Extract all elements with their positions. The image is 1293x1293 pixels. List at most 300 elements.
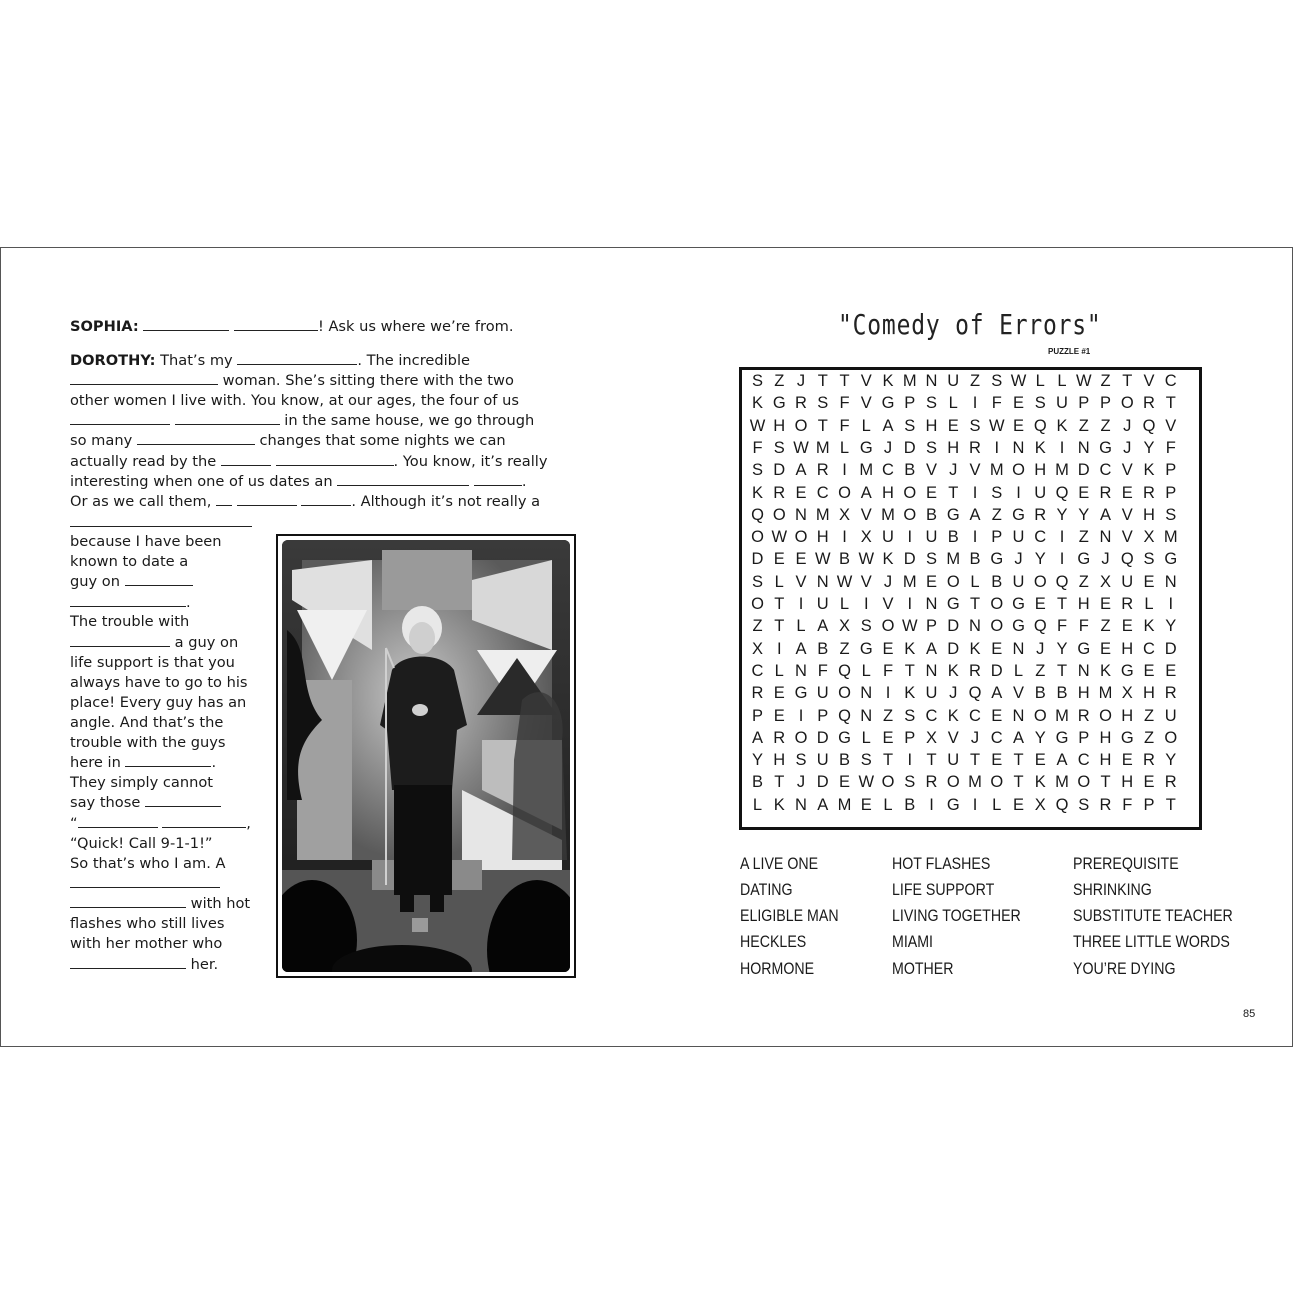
grid-letter[interactable]: R	[969, 661, 981, 680]
grid-letter[interactable]: S	[1078, 795, 1090, 814]
grid-letter[interactable]: W	[1010, 372, 1027, 390]
grid-letter[interactable]: L	[774, 572, 784, 591]
grid-letter[interactable]: H	[925, 416, 938, 435]
grid-letter[interactable]: K	[751, 483, 763, 502]
grid-letter[interactable]: G	[794, 684, 808, 703]
grid-letter[interactable]: K	[904, 639, 916, 658]
grid-letter[interactable]: E	[773, 684, 785, 703]
grid-letter[interactable]: T	[1165, 394, 1176, 413]
grid-letter[interactable]: P	[1165, 483, 1177, 502]
grid-letter[interactable]: T	[904, 661, 915, 680]
grid-letter[interactable]: E	[1143, 661, 1155, 680]
grid-letter[interactable]: N	[1012, 639, 1025, 658]
grid-letter[interactable]: R	[1121, 595, 1134, 613]
grid-letter[interactable]: R	[773, 728, 786, 747]
answer-blank[interactable]	[337, 473, 469, 486]
grid-letter[interactable]: M	[1098, 684, 1113, 703]
grid-letter[interactable]: N	[816, 572, 829, 591]
grid-letter[interactable]: L	[1035, 372, 1045, 390]
grid-letter[interactable]: H	[773, 416, 786, 435]
grid-letter[interactable]: C	[990, 728, 1003, 747]
grid-letter[interactable]: T	[969, 595, 981, 613]
answer-blank[interactable]	[237, 493, 297, 506]
grid-letter[interactable]: R	[751, 684, 764, 703]
grid-letter[interactable]: L	[796, 617, 806, 636]
grid-letter[interactable]: T	[882, 751, 894, 770]
grid-letter[interactable]: O	[946, 572, 960, 591]
grid-letter[interactable]: G	[990, 550, 1004, 569]
grid-letter[interactable]: E	[1012, 416, 1024, 435]
grid-letter[interactable]: R	[1143, 483, 1155, 502]
grid-letter[interactable]: I	[1059, 550, 1065, 569]
grid-letter[interactable]: V	[795, 572, 807, 591]
grid-letter[interactable]: U	[1012, 528, 1025, 547]
answer-blank[interactable]	[143, 318, 229, 331]
grid-letter[interactable]: E	[1034, 595, 1046, 613]
grid-letter[interactable]: O	[946, 773, 960, 792]
grid-letter[interactable]: C	[925, 706, 938, 725]
answer-blank[interactable]	[70, 895, 186, 908]
answer-blank[interactable]	[70, 372, 218, 385]
grid-letter[interactable]: S	[795, 751, 807, 770]
grid-letter[interactable]: H	[1121, 706, 1134, 725]
grid-letter[interactable]: E	[795, 550, 807, 569]
grid-letter[interactable]: Q	[1120, 550, 1134, 569]
grid-letter[interactable]: K	[1056, 416, 1068, 435]
grid-letter[interactable]: V	[1165, 416, 1177, 435]
grid-letter[interactable]: Z	[991, 505, 1002, 524]
grid-letter[interactable]: G	[1120, 728, 1134, 747]
grid-letter[interactable]: Y	[1165, 751, 1177, 770]
grid-letter[interactable]: C	[969, 706, 981, 725]
grid-letter[interactable]: J	[883, 438, 893, 457]
grid-letter[interactable]: J	[949, 461, 958, 480]
grid-letter[interactable]: C	[882, 461, 894, 480]
grid-letter[interactable]: D	[990, 661, 1003, 680]
grid-letter[interactable]: Q	[1033, 617, 1047, 636]
grid-letter[interactable]: A	[751, 728, 763, 747]
grid-letter[interactable]: T	[948, 483, 959, 502]
grid-letter[interactable]: O	[794, 416, 808, 435]
grid-letter[interactable]: S	[1034, 394, 1046, 413]
grid-letter[interactable]: Z	[1035, 661, 1046, 680]
grid-letter[interactable]: W	[814, 550, 831, 569]
grid-letter[interactable]: H	[1099, 728, 1112, 747]
grid-letter[interactable]: O	[751, 528, 764, 547]
grid-letter[interactable]: P	[925, 617, 937, 636]
grid-letter[interactable]: H	[947, 438, 960, 457]
grid-letter[interactable]: L	[774, 661, 784, 680]
grid-letter[interactable]: B	[969, 550, 981, 569]
grid-letter[interactable]: O	[990, 595, 1004, 613]
grid-letter[interactable]: R	[1164, 684, 1177, 703]
grid-letter[interactable]: I	[929, 795, 934, 814]
grid-letter[interactable]: T	[1056, 595, 1068, 613]
grid-letter[interactable]: H	[1121, 639, 1134, 658]
grid-letter[interactable]: W	[901, 617, 918, 636]
grid-letter[interactable]: V	[860, 572, 872, 591]
grid-letter[interactable]: Q	[838, 661, 851, 680]
answer-blank[interactable]	[145, 794, 221, 807]
grid-letter[interactable]: S	[1143, 550, 1155, 569]
grid-letter[interactable]: E	[773, 550, 785, 569]
grid-letter[interactable]: R	[1099, 795, 1112, 814]
grid-letter[interactable]: N	[925, 661, 938, 680]
grid-letter[interactable]: M	[902, 372, 917, 390]
grid-letter[interactable]: F	[839, 416, 850, 435]
grid-letter[interactable]: T	[817, 372, 828, 390]
grid-letter[interactable]: M	[946, 550, 961, 569]
grid-letter[interactable]: S	[904, 773, 916, 792]
grid-letter[interactable]: T	[774, 595, 785, 613]
grid-letter[interactable]: E	[925, 483, 937, 502]
grid-letter[interactable]: H	[882, 483, 894, 502]
grid-letter[interactable]: P	[817, 706, 829, 725]
grid-letter[interactable]: E	[773, 706, 785, 725]
grid-letter[interactable]: O	[1077, 773, 1091, 792]
grid-letter[interactable]: Y	[1056, 639, 1068, 658]
grid-letter[interactable]: E	[947, 416, 959, 435]
grid-letter[interactable]: G	[1012, 595, 1025, 613]
grid-letter[interactable]: O	[838, 483, 851, 502]
grid-letter[interactable]: U	[1012, 572, 1025, 591]
grid-letter[interactable]: P	[904, 394, 916, 413]
grid-letter[interactable]: W	[771, 528, 788, 547]
grid-letter[interactable]: T	[1165, 795, 1176, 814]
grid-letter[interactable]: J	[796, 372, 806, 390]
grid-letter[interactable]: U	[925, 528, 938, 547]
grid-letter[interactable]: N	[925, 372, 938, 390]
grid-letter[interactable]: K	[1034, 438, 1046, 457]
grid-letter[interactable]: J	[883, 572, 893, 591]
grid-letter[interactable]: M	[1163, 528, 1178, 547]
grid-letter[interactable]: B	[947, 528, 959, 547]
grid-letter[interactable]: E	[795, 483, 807, 502]
grid-letter[interactable]: F	[991, 394, 1002, 413]
grid-letter[interactable]: T	[839, 372, 850, 390]
grid-letter[interactable]: N	[860, 684, 873, 703]
grid-letter[interactable]: H	[1077, 595, 1090, 613]
grid-letter[interactable]: V	[969, 461, 981, 480]
grid-letter[interactable]: B	[991, 572, 1003, 591]
grid-letter[interactable]: Z	[1100, 372, 1111, 390]
grid-letter[interactable]: T	[926, 751, 937, 770]
grid-letter[interactable]: B	[904, 795, 916, 814]
grid-letter[interactable]: F	[1165, 438, 1176, 457]
grid-letter[interactable]: O	[772, 505, 786, 524]
grid-letter[interactable]: X	[1099, 572, 1111, 591]
grid-letter[interactable]: Z	[882, 706, 894, 725]
answer-blank[interactable]	[70, 514, 252, 527]
grid-letter[interactable]: D	[947, 617, 960, 636]
grid-letter[interactable]: Z	[752, 617, 763, 636]
answer-blank[interactable]	[234, 318, 318, 331]
grid-letter[interactable]: A	[1056, 751, 1068, 770]
grid-letter[interactable]: A	[882, 416, 894, 435]
grid-letter[interactable]: F	[839, 394, 850, 413]
grid-letter[interactable]: S	[991, 483, 1003, 502]
grid-letter[interactable]: E	[1012, 394, 1024, 413]
grid-letter[interactable]: V	[1121, 461, 1133, 480]
grid-letter[interactable]: D	[903, 550, 916, 569]
grid-letter[interactable]: A	[860, 483, 872, 502]
grid-letter[interactable]: Q	[1055, 795, 1069, 814]
grid-letter[interactable]: C	[1164, 372, 1177, 390]
grid-letter[interactable]: U	[925, 684, 938, 703]
grid-letter[interactable]: O	[903, 483, 917, 502]
grid-letter[interactable]: Q	[1055, 483, 1069, 502]
grid-letter[interactable]: U	[816, 751, 829, 770]
grid-letter[interactable]: X	[838, 617, 850, 636]
grid-letter[interactable]: G	[946, 795, 960, 814]
grid-letter[interactable]: E	[882, 728, 894, 747]
grid-letter[interactable]: L	[970, 572, 980, 591]
grid-letter[interactable]: Q	[751, 505, 764, 524]
grid-letter[interactable]: K	[1099, 661, 1111, 680]
grid-letter[interactable]: K	[1143, 461, 1155, 480]
grid-letter[interactable]: O	[990, 773, 1004, 792]
grid-letter[interactable]: N	[795, 661, 807, 680]
grid-letter[interactable]: O	[1012, 461, 1025, 480]
grid-letter[interactable]: E	[1034, 751, 1046, 770]
answer-blank[interactable]	[276, 453, 394, 466]
grid-letter[interactable]: E	[1165, 661, 1177, 680]
grid-letter[interactable]: N	[1099, 528, 1112, 547]
grid-letter[interactable]: V	[925, 461, 937, 480]
grid-letter[interactable]: U	[947, 372, 960, 390]
grid-letter[interactable]: P	[904, 728, 916, 747]
grid-letter[interactable]: K	[751, 394, 763, 413]
grid-letter[interactable]: R	[1143, 394, 1155, 413]
grid-letter[interactable]: A	[795, 639, 807, 658]
grid-letter[interactable]: L	[1144, 595, 1154, 613]
grid-letter[interactable]: E	[1121, 483, 1133, 502]
grid-letter[interactable]: Y	[1034, 728, 1046, 747]
grid-letter[interactable]: G	[1120, 661, 1134, 680]
grid-letter[interactable]: N	[1164, 572, 1177, 591]
grid-letter[interactable]: M	[815, 438, 830, 457]
grid-letter[interactable]: R	[816, 461, 829, 480]
grid-letter[interactable]: B	[904, 461, 916, 480]
grid-letter[interactable]: G	[859, 639, 873, 658]
grid-letter[interactable]: T	[817, 416, 828, 435]
grid-letter[interactable]: E	[1012, 795, 1024, 814]
grid-letter[interactable]: S	[751, 461, 763, 480]
grid-letter[interactable]: E	[1121, 617, 1133, 636]
grid-letter[interactable]: J	[1014, 550, 1023, 569]
grid-letter[interactable]: B	[838, 751, 850, 770]
grid-letter[interactable]: G	[1055, 728, 1069, 747]
grid-letter[interactable]: N	[1012, 438, 1025, 457]
grid-letter[interactable]: J	[949, 684, 958, 703]
grid-letter[interactable]: C	[751, 661, 764, 680]
grid-letter[interactable]: Z	[1143, 706, 1155, 725]
answer-blank[interactable]	[237, 352, 357, 365]
grid-letter[interactable]: Z	[839, 639, 850, 658]
grid-letter[interactable]: O	[794, 728, 808, 747]
grid-letter[interactable]: K	[969, 639, 981, 658]
grid-letter[interactable]: V	[860, 505, 872, 524]
grid-letter[interactable]: R	[1034, 505, 1047, 524]
grid-letter[interactable]: C	[816, 483, 829, 502]
grid-letter[interactable]: O	[881, 617, 895, 636]
grid-letter[interactable]: P	[991, 528, 1003, 547]
grid-letter[interactable]: Z	[969, 372, 981, 390]
grid-letter[interactable]: B	[1056, 684, 1068, 703]
grid-letter[interactable]: N	[969, 617, 981, 636]
grid-letter[interactable]: I	[776, 639, 782, 658]
grid-letter[interactable]: H	[1099, 751, 1112, 770]
grid-letter[interactable]: S	[904, 706, 916, 725]
grid-letter[interactable]: S	[751, 372, 763, 390]
grid-letter[interactable]: L	[861, 416, 871, 435]
grid-letter[interactable]: U	[1034, 483, 1047, 502]
grid-letter[interactable]: I	[863, 595, 869, 613]
grid-letter[interactable]: P	[1078, 728, 1090, 747]
grid-letter[interactable]: G	[1012, 505, 1025, 524]
grid-letter[interactable]: R	[925, 773, 938, 792]
grid-letter[interactable]: M	[989, 461, 1004, 480]
grid-letter[interactable]: K	[773, 795, 785, 814]
grid-letter[interactable]: I	[972, 795, 978, 814]
grid-letter[interactable]: C	[1077, 751, 1090, 770]
grid-letter[interactable]: O	[1099, 706, 1112, 725]
grid-letter[interactable]: G	[946, 595, 960, 613]
grid-letter[interactable]: A	[1012, 728, 1024, 747]
grid-letter[interactable]: E	[925, 572, 937, 591]
grid-letter[interactable]: U	[816, 595, 829, 613]
grid-letter[interactable]: S	[925, 550, 937, 569]
grid-letter[interactable]: V	[947, 728, 959, 747]
grid-letter[interactable]: D	[816, 773, 829, 792]
grid-letter[interactable]: S	[860, 751, 872, 770]
grid-letter[interactable]: I	[907, 528, 913, 547]
grid-letter[interactable]: I	[972, 483, 978, 502]
grid-letter[interactable]: R	[969, 438, 981, 457]
grid-letter[interactable]: M	[968, 773, 982, 792]
grid-letter[interactable]: P	[751, 706, 763, 725]
grid-letter[interactable]: L	[883, 795, 893, 814]
grid-letter[interactable]: E	[1143, 773, 1155, 792]
grid-letter[interactable]: A	[817, 617, 829, 636]
grid-letter[interactable]: V	[860, 394, 872, 413]
answer-blank[interactable]	[474, 473, 522, 486]
grid-letter[interactable]: Q	[968, 684, 982, 703]
grid-letter[interactable]: F	[1078, 617, 1089, 636]
answer-blank[interactable]	[216, 493, 232, 506]
grid-letter[interactable]: K	[1034, 773, 1046, 792]
grid-letter[interactable]: Y	[1165, 617, 1177, 636]
grid-letter[interactable]: X	[925, 728, 937, 747]
grid-letter[interactable]: A	[1099, 505, 1111, 524]
grid-letter[interactable]: X	[1121, 684, 1133, 703]
answer-blank[interactable]	[70, 875, 220, 888]
grid-letter[interactable]: N	[860, 706, 873, 725]
grid-letter[interactable]: M	[1055, 461, 1069, 480]
grid-letter[interactable]: I	[842, 528, 847, 547]
answer-blank[interactable]	[162, 815, 246, 828]
grid-letter[interactable]: Z	[1100, 416, 1111, 435]
grid-letter[interactable]: V	[1121, 505, 1133, 524]
answer-blank[interactable]	[175, 412, 280, 425]
answer-blank[interactable]	[125, 754, 211, 767]
grid-letter[interactable]: I	[1059, 438, 1065, 457]
grid-letter[interactable]: G	[1012, 617, 1025, 636]
grid-letter[interactable]: P	[1099, 394, 1111, 413]
grid-letter[interactable]: I	[842, 461, 847, 480]
grid-letter[interactable]: Q	[1033, 416, 1047, 435]
grid-letter[interactable]: Z	[1143, 728, 1155, 747]
grid-letter[interactable]: K	[1143, 617, 1155, 636]
grid-letter[interactable]: N	[925, 595, 938, 613]
grid-letter[interactable]: O	[1164, 728, 1178, 747]
grid-letter[interactable]: T	[774, 617, 785, 636]
grid-letter[interactable]: B	[838, 550, 850, 569]
grid-letter[interactable]: H	[816, 528, 829, 547]
grid-letter[interactable]: A	[991, 684, 1003, 703]
grid-letter[interactable]: L	[861, 728, 871, 747]
grid-letter[interactable]: M	[881, 505, 895, 524]
grid-letter[interactable]: S	[904, 416, 916, 435]
grid-letter[interactable]: G	[1077, 639, 1091, 658]
grid-letter[interactable]: X	[860, 528, 872, 547]
grid-letter[interactable]: O	[838, 684, 851, 703]
grid-letter[interactable]: E	[991, 751, 1003, 770]
grid-letter[interactable]: F	[1122, 795, 1133, 814]
grid-letter[interactable]: H	[1121, 773, 1134, 792]
grid-letter[interactable]: O	[1120, 394, 1134, 413]
grid-letter[interactable]: U	[882, 528, 894, 547]
grid-letter[interactable]: W	[988, 416, 1005, 435]
grid-letter[interactable]: Z	[1078, 528, 1089, 547]
grid-letter[interactable]: F	[882, 661, 894, 680]
grid-letter[interactable]: T	[1122, 372, 1133, 390]
grid-letter[interactable]: J	[1036, 639, 1045, 658]
grid-letter[interactable]: R	[795, 394, 807, 413]
grid-letter[interactable]: L	[839, 438, 850, 457]
grid-letter[interactable]: U	[947, 751, 960, 770]
grid-letter[interactable]: D	[751, 550, 764, 569]
grid-letter[interactable]: S	[1165, 505, 1177, 524]
grid-letter[interactable]: O	[794, 528, 808, 547]
answer-blank[interactable]	[70, 594, 186, 607]
grid-letter[interactable]: E	[1143, 572, 1155, 591]
grid-letter[interactable]: O	[990, 617, 1004, 636]
grid-letter[interactable]: H	[1077, 684, 1090, 703]
grid-letter[interactable]: R	[1143, 751, 1155, 770]
grid-letter[interactable]: K	[947, 706, 959, 725]
grid-letter[interactable]: V	[1012, 684, 1024, 703]
grid-letter[interactable]: C	[1034, 528, 1047, 547]
grid-letter[interactable]: L	[948, 394, 958, 413]
grid-letter[interactable]: Z	[1100, 617, 1111, 636]
grid-letter[interactable]: P	[1165, 461, 1177, 480]
grid-letter[interactable]: U	[1164, 706, 1177, 725]
grid-letter[interactable]: F	[1056, 617, 1068, 636]
grid-letter[interactable]: I	[1016, 483, 1021, 502]
grid-letter[interactable]: U	[816, 684, 829, 703]
grid-letter[interactable]: G	[1099, 438, 1112, 457]
grid-letter[interactable]: Q	[838, 706, 851, 725]
grid-letter[interactable]: T	[1100, 773, 1111, 792]
grid-letter[interactable]: J	[1101, 550, 1110, 569]
grid-letter[interactable]: M	[815, 505, 830, 524]
grid-letter[interactable]: L	[992, 795, 1002, 814]
grid-letter[interactable]: W	[1075, 372, 1092, 390]
grid-letter[interactable]: C	[1143, 639, 1155, 658]
grid-letter[interactable]: E	[991, 706, 1003, 725]
grid-letter[interactable]: S	[969, 416, 981, 435]
